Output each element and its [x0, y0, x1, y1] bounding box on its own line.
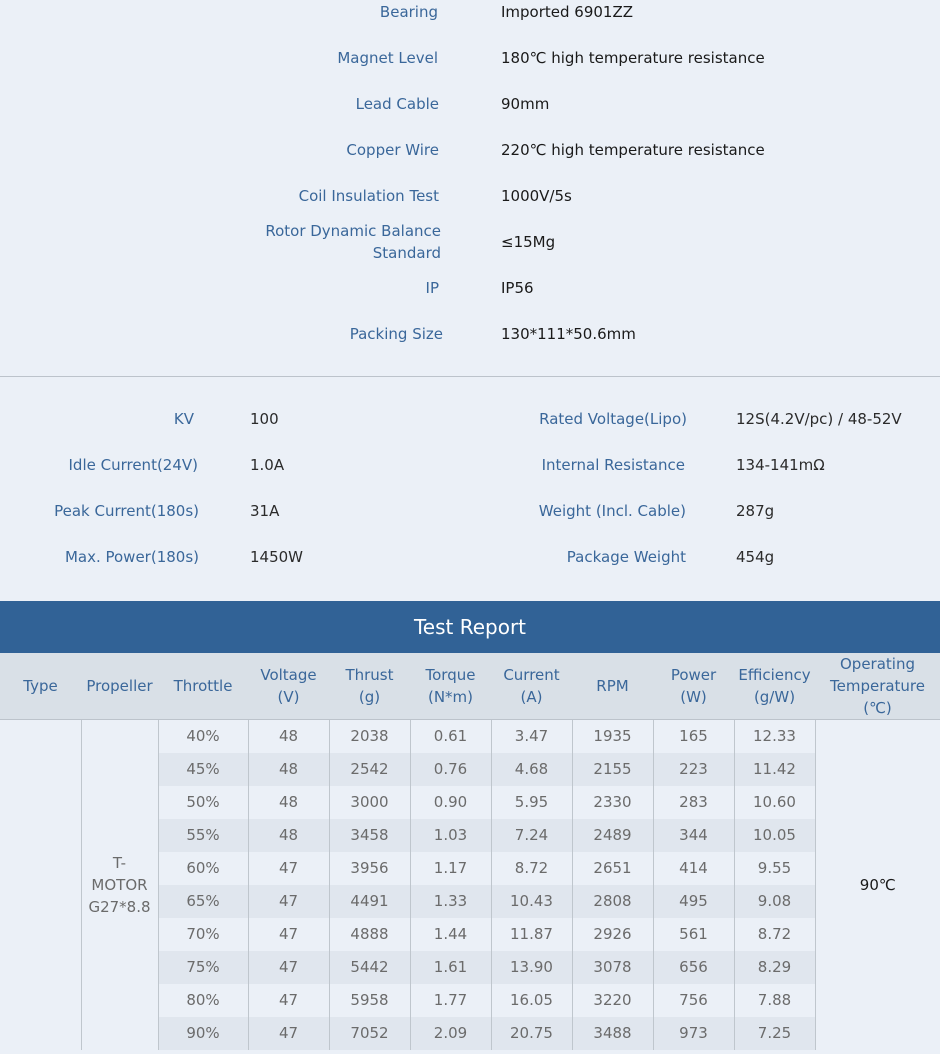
propeller-line: MOTOR	[91, 875, 148, 894]
specs-section	[0, 0, 940, 376]
param-label: Package Weight	[566, 548, 686, 566]
cell-torque: 0.90	[410, 786, 491, 819]
cell-thrust: 4491	[329, 885, 410, 918]
cell-power: 344	[653, 819, 734, 852]
spec-label-line1: Rotor Dynamic Balance	[265, 222, 441, 240]
cell-thrust: 7052	[329, 1017, 410, 1050]
param-label: KV	[173, 410, 194, 428]
cell-torque: 2.09	[410, 1017, 491, 1050]
param-value: 287g	[736, 502, 775, 520]
cell-throttle: 75%	[158, 951, 248, 984]
table-body	[0, 720, 940, 1050]
param-value: 12S(4.2V/pc) / 48-52V	[736, 410, 902, 428]
cell-rpm: 2926	[572, 918, 653, 951]
cell-thrust: 3956	[329, 852, 410, 885]
cell-thrust: 2038	[329, 720, 410, 753]
cell-efficiency: 8.72	[734, 918, 815, 951]
cell-torque: 1.03	[410, 819, 491, 852]
spec-value: 1000V/5s	[501, 187, 572, 205]
spec-label: Magnet Level	[337, 49, 438, 67]
cell-rpm: 2651	[572, 852, 653, 885]
param-internal-resistance	[470, 454, 940, 478]
param-label: Internal Resistance	[541, 456, 685, 474]
cell-operating-temperature: 90℃	[815, 720, 940, 1050]
param-value: 31A	[250, 502, 280, 520]
cell-type	[0, 720, 81, 1050]
header-current: Current (A)	[491, 653, 572, 720]
propeller-line: G27*8.8	[88, 897, 151, 916]
cell-power: 223	[653, 753, 734, 786]
cell-voltage: 47	[248, 852, 329, 885]
cell-efficiency: 7.88	[734, 984, 815, 1017]
cell-voltage: 47	[248, 951, 329, 984]
cell-current: 13.90	[491, 951, 572, 984]
param-package-weight	[470, 546, 940, 570]
param-value: 100	[250, 410, 279, 428]
cell-current: 16.05	[491, 984, 572, 1017]
header-voltage: Voltage (V)	[248, 653, 329, 720]
spec-value: ≤15Mg	[501, 233, 556, 251]
cell-rpm: 2155	[572, 753, 653, 786]
cell-rpm: 2330	[572, 786, 653, 819]
spec-row-lead-cable	[0, 93, 940, 139]
cell-current: 20.75	[491, 1017, 572, 1050]
cell-current: 11.87	[491, 918, 572, 951]
cell-current: 10.43	[491, 885, 572, 918]
cell-torque: 1.17	[410, 852, 491, 885]
param-label: Weight (Incl. Cable)	[538, 502, 686, 520]
param-label: Max. Power(180s)	[64, 548, 199, 566]
cell-current: 4.68	[491, 753, 572, 786]
cell-efficiency: 10.60	[734, 786, 815, 819]
spec-row-bearing	[0, 1, 940, 47]
key-params-section	[0, 377, 940, 601]
param-label: Peak Current(180s)	[54, 502, 199, 520]
cell-torque: 1.77	[410, 984, 491, 1017]
param-value: 1450W	[250, 548, 304, 566]
cell-torque: 1.33	[410, 885, 491, 918]
header-propeller: Propeller	[81, 653, 158, 720]
spec-value: IP56	[501, 279, 534, 297]
spec-row-rotor-balance	[0, 220, 940, 266]
cell-torque: 0.61	[410, 720, 491, 753]
cell-voltage: 47	[248, 885, 329, 918]
spec-value: 90mm	[501, 95, 550, 113]
cell-power: 656	[653, 951, 734, 984]
cell-throttle: 70%	[158, 918, 248, 951]
cell-torque: 1.44	[410, 918, 491, 951]
cell-current: 5.95	[491, 786, 572, 819]
spec-label: Lead Cable	[355, 95, 439, 113]
test-report-title: Test Report	[0, 601, 940, 653]
cell-thrust: 5442	[329, 951, 410, 984]
cell-throttle: 50%	[158, 786, 248, 819]
cell-rpm: 1935	[572, 720, 653, 753]
cell-power: 283	[653, 786, 734, 819]
spec-label: Copper Wire	[346, 141, 439, 159]
cell-power: 561	[653, 918, 734, 951]
param-rated-voltage	[470, 408, 940, 432]
cell-throttle: 60%	[158, 852, 248, 885]
spec-label: Bearing	[379, 3, 438, 21]
cell-efficiency: 8.29	[734, 951, 815, 984]
cell-thrust: 4888	[329, 918, 410, 951]
param-value: 134-141mΩ	[736, 456, 825, 474]
spec-row-copper-wire	[0, 139, 940, 185]
spec-row-ip	[0, 277, 940, 323]
cell-voltage: 47	[248, 984, 329, 1017]
spec-value: 180℃ high temperature resistance	[501, 49, 765, 67]
header-torque: Torque (N*m)	[410, 653, 491, 720]
cell-propeller	[81, 720, 158, 1050]
header-power: Power (W)	[653, 653, 734, 720]
param-kv	[0, 408, 470, 432]
cell-power: 165	[653, 720, 734, 753]
cell-rpm: 3078	[572, 951, 653, 984]
cell-current: 3.47	[491, 720, 572, 753]
param-value: 454g	[736, 548, 775, 566]
cell-voltage: 47	[248, 918, 329, 951]
cell-thrust: 2542	[329, 753, 410, 786]
cell-power: 414	[653, 852, 734, 885]
table-row	[0, 720, 940, 753]
cell-current: 8.72	[491, 852, 572, 885]
param-label: Idle Current(24V)	[68, 456, 198, 474]
cell-rpm: 2808	[572, 885, 653, 918]
header-efficiency: Efficiency (g/W)	[734, 653, 815, 720]
cell-rpm: 2489	[572, 819, 653, 852]
cell-efficiency: 9.55	[734, 852, 815, 885]
cell-efficiency: 9.08	[734, 885, 815, 918]
cell-throttle: 90%	[158, 1017, 248, 1050]
param-weight	[470, 500, 940, 524]
spec-value: Imported 6901ZZ	[501, 3, 634, 21]
param-max-power	[0, 546, 470, 570]
cell-voltage: 47	[248, 1017, 329, 1050]
cell-efficiency: 11.42	[734, 753, 815, 786]
param-idle-current	[0, 454, 470, 478]
spec-label: IP	[425, 279, 439, 297]
cell-thrust: 3000	[329, 786, 410, 819]
cell-efficiency: 12.33	[734, 720, 815, 753]
propeller-line: T-	[112, 853, 127, 872]
cell-voltage: 48	[248, 786, 329, 819]
cell-rpm: 3488	[572, 1017, 653, 1050]
table-header-row	[0, 653, 940, 720]
cell-current: 7.24	[491, 819, 572, 852]
cell-rpm: 3220	[572, 984, 653, 1017]
header-rpm: RPM	[572, 653, 653, 720]
spec-value: 130*111*50.6mm	[501, 325, 636, 343]
cell-throttle: 55%	[158, 819, 248, 852]
header-operating-temperature: Operating Temperature (℃)	[815, 653, 940, 720]
spec-value: 220℃ high temperature resistance	[501, 141, 765, 159]
param-label: Rated Voltage(Lipo)	[539, 410, 687, 428]
spec-row-packing-size	[0, 323, 940, 369]
header-thrust: Thrust (g)	[329, 653, 410, 720]
spec-row-magnet-level	[0, 47, 940, 93]
cell-voltage: 48	[248, 753, 329, 786]
cell-efficiency: 7.25	[734, 1017, 815, 1050]
cell-power: 973	[653, 1017, 734, 1050]
spec-label: Packing Size	[349, 325, 443, 343]
param-value: 1.0A	[250, 456, 285, 474]
cell-thrust: 5958	[329, 984, 410, 1017]
cell-torque: 1.61	[410, 951, 491, 984]
header-throttle: Throttle	[158, 653, 248, 720]
spec-label-line2: Standard	[372, 244, 441, 262]
header-type: Type	[0, 653, 81, 720]
cell-thrust: 3458	[329, 819, 410, 852]
cell-torque: 0.76	[410, 753, 491, 786]
cell-power: 756	[653, 984, 734, 1017]
cell-efficiency: 10.05	[734, 819, 815, 852]
cell-voltage: 48	[248, 720, 329, 753]
cell-voltage: 48	[248, 819, 329, 852]
cell-throttle: 65%	[158, 885, 248, 918]
cell-throttle: 45%	[158, 753, 248, 786]
cell-throttle: 80%	[158, 984, 248, 1017]
cell-power: 495	[653, 885, 734, 918]
test-report-table	[0, 653, 940, 1050]
param-peak-current	[0, 500, 470, 524]
spec-label: Coil Insulation Test	[298, 187, 439, 205]
cell-throttle: 40%	[158, 720, 248, 753]
